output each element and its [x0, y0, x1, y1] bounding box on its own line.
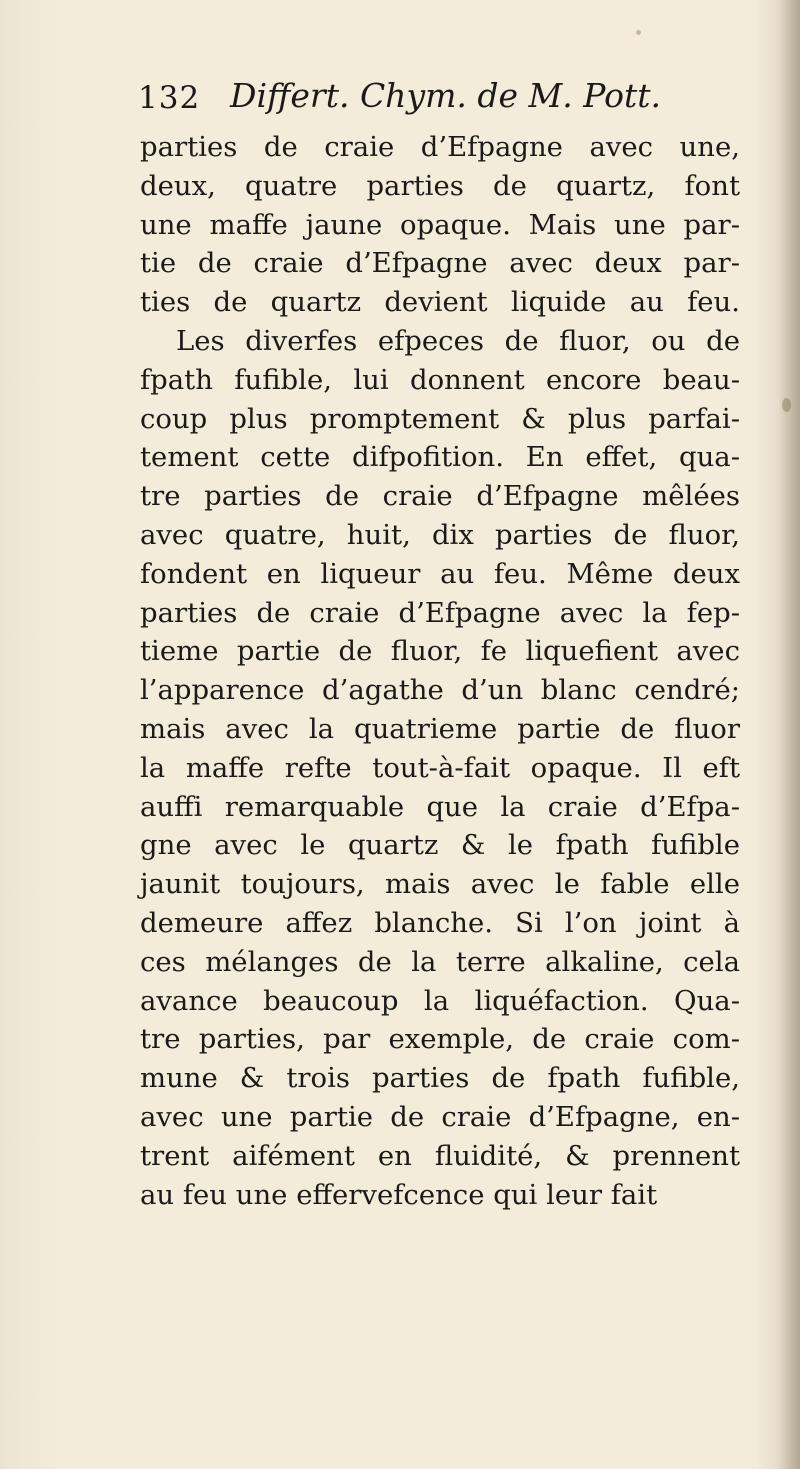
text-line: trent aifément en fluidité, & prennent — [140, 1139, 740, 1172]
text-line: l’apparence d’agathe d’un blanc cendré; — [140, 674, 740, 707]
text-line: tie de craie d’Efpagne avec deux par- — [140, 247, 740, 280]
text-line: tre parties de craie d’Efpagne mêlées — [140, 480, 740, 513]
text-line: parties de craie d’Efpagne avec la fep- — [140, 596, 740, 629]
text-line: tieme partie de fluor, fe liquefient avec — [140, 635, 740, 668]
text-line: mune & trois parties de fpath fufible, — [140, 1062, 740, 1095]
text-line: fpath fufible, lui donnent encore beau- — [140, 363, 740, 396]
page-header — [138, 76, 758, 126]
text-line: demeure affez blanche. Si l’on joint à — [140, 906, 740, 939]
text-line: gne avec le quartz & le fpath fufible — [140, 829, 740, 862]
text-line: tre parties, par exemple, de craie com- — [140, 1023, 740, 1056]
text-line: auffi remarquable que la craie d’Efpa- — [140, 790, 740, 823]
text-line: jaunit toujours, mais avec le fable elle — [140, 868, 740, 901]
running-title: Differt. Chym. de M. Pott. — [230, 76, 662, 115]
text-line: avec quatre, huit, dix parties de fluor, — [140, 518, 740, 551]
ink-blot — [782, 398, 791, 412]
text-line: ces mélanges de la terre alkaline, cela — [140, 945, 740, 978]
text-line: fondent en liqueur au feu. Même deux — [140, 557, 740, 590]
text-line: coup plus promptement & plus parfai- — [140, 402, 740, 435]
text-line: mais avec la quatrieme partie de fluor — [140, 712, 740, 745]
page-edge-shadow — [778, 0, 800, 1469]
text-line: deux, quatre parties de quartz, font — [140, 169, 740, 202]
page-number: 132 — [138, 80, 201, 116]
text-line: au feu une effervefcence qui leur fait — [140, 1178, 658, 1211]
text-line: ties de quartz devient liquide au feu. — [140, 286, 740, 319]
text-line: Les diverfes efpeces de fluor, ou de — [176, 324, 740, 357]
body-text — [140, 128, 740, 1214]
text-line: parties de craie d’Efpagne avec une, — [140, 131, 740, 163]
text-line: la maffe refte tout-à-fait opaque. Il eft — [140, 751, 740, 784]
text-line: une maffe jaune opaque. Mais une par- — [140, 208, 740, 241]
text-line: tement cette difpofition. En effet, qua- — [140, 441, 740, 474]
ink-blot — [636, 30, 641, 35]
text-line: avec une partie de craie d’Efpagne, en- — [140, 1100, 740, 1133]
text-line: avance beaucoup la liquéfaction. Qua- — [140, 984, 740, 1017]
